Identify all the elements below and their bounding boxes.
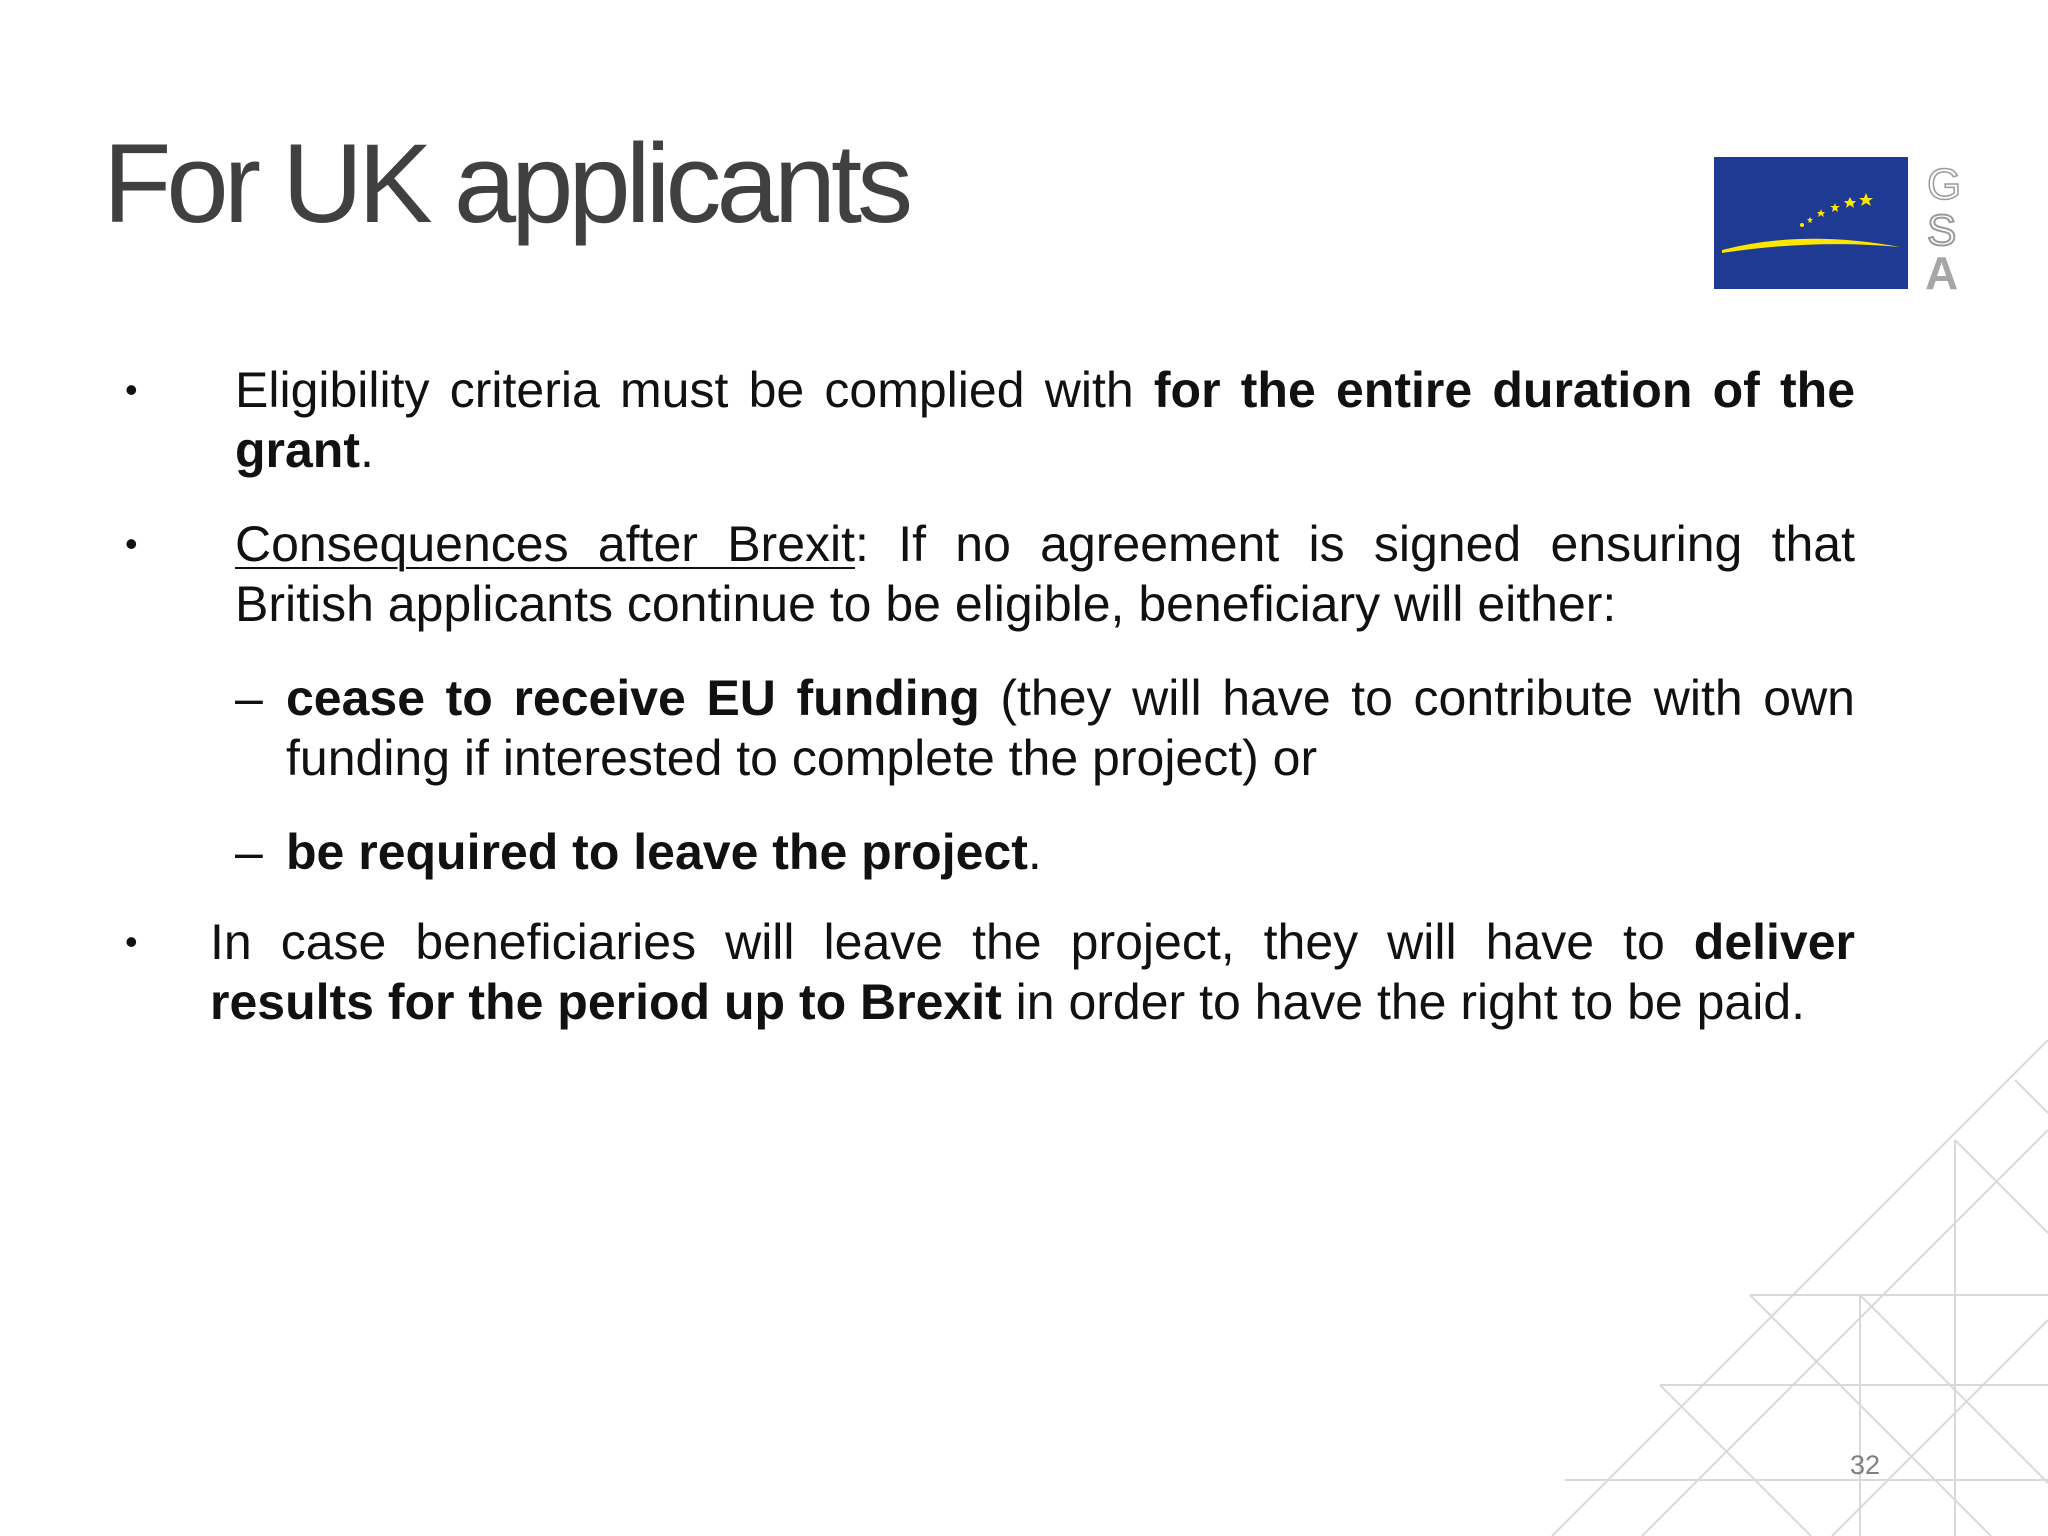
sub-item-dash: – (235, 670, 263, 726)
slide-body (125, 360, 1855, 1032)
logo-letter-s: S (1927, 206, 1957, 255)
bullet-dot: • (125, 921, 138, 962)
eu-flag-logo-icon (1714, 157, 1908, 289)
sub-item-bold-text: be required to leave the project (286, 824, 1028, 880)
bullet-dot: • (125, 523, 138, 564)
bullet-text-end: . (360, 422, 374, 478)
bullet-bold-text: deliver results for the period up to Brexit (210, 914, 1855, 1030)
bullet-consequences (125, 514, 1855, 634)
bullet-underlined-text: Consequences after Brexit (235, 516, 856, 572)
bullet-text: Eligibility criteria must be complied with (235, 362, 1154, 418)
bullet-text-end: : If no agreement is signed ensuring that British applicants continue to be eligible, beneficiary will either: (235, 516, 1855, 632)
sub-item-bold-text: cease to receive EU funding (286, 670, 980, 726)
gsa-logo (1714, 157, 1970, 291)
decorative-geometric-lines (1520, 1040, 2048, 1536)
logo-letter-a: A (1925, 247, 1959, 291)
sub-item-dash: – (235, 824, 263, 880)
bullet-leave-case (125, 912, 1855, 1032)
bullet-text-end: in order to have the right to be paid. (1001, 974, 1806, 1030)
bullet-eligibility (125, 360, 1855, 480)
sub-item-text: (they will have to contribute with own funding if interested to complete the project) or (286, 670, 1855, 786)
bullet-text: In case beneficiaries will leave the project, they will have to (210, 914, 1694, 970)
logo-letter-g: G (1927, 160, 1962, 209)
sub-item-text: . (1027, 824, 1042, 880)
bullet-bold-text: for the entire duration of the grant (235, 362, 1856, 478)
bullet-dot: • (125, 369, 138, 410)
page-number: 32 (1850, 1450, 1881, 1480)
sub-item-cease-funding (125, 668, 1855, 788)
sub-item-leave-project (125, 822, 1855, 882)
gsa-letters (1919, 157, 1969, 291)
slide-title: For UK applicants (103, 121, 909, 246)
